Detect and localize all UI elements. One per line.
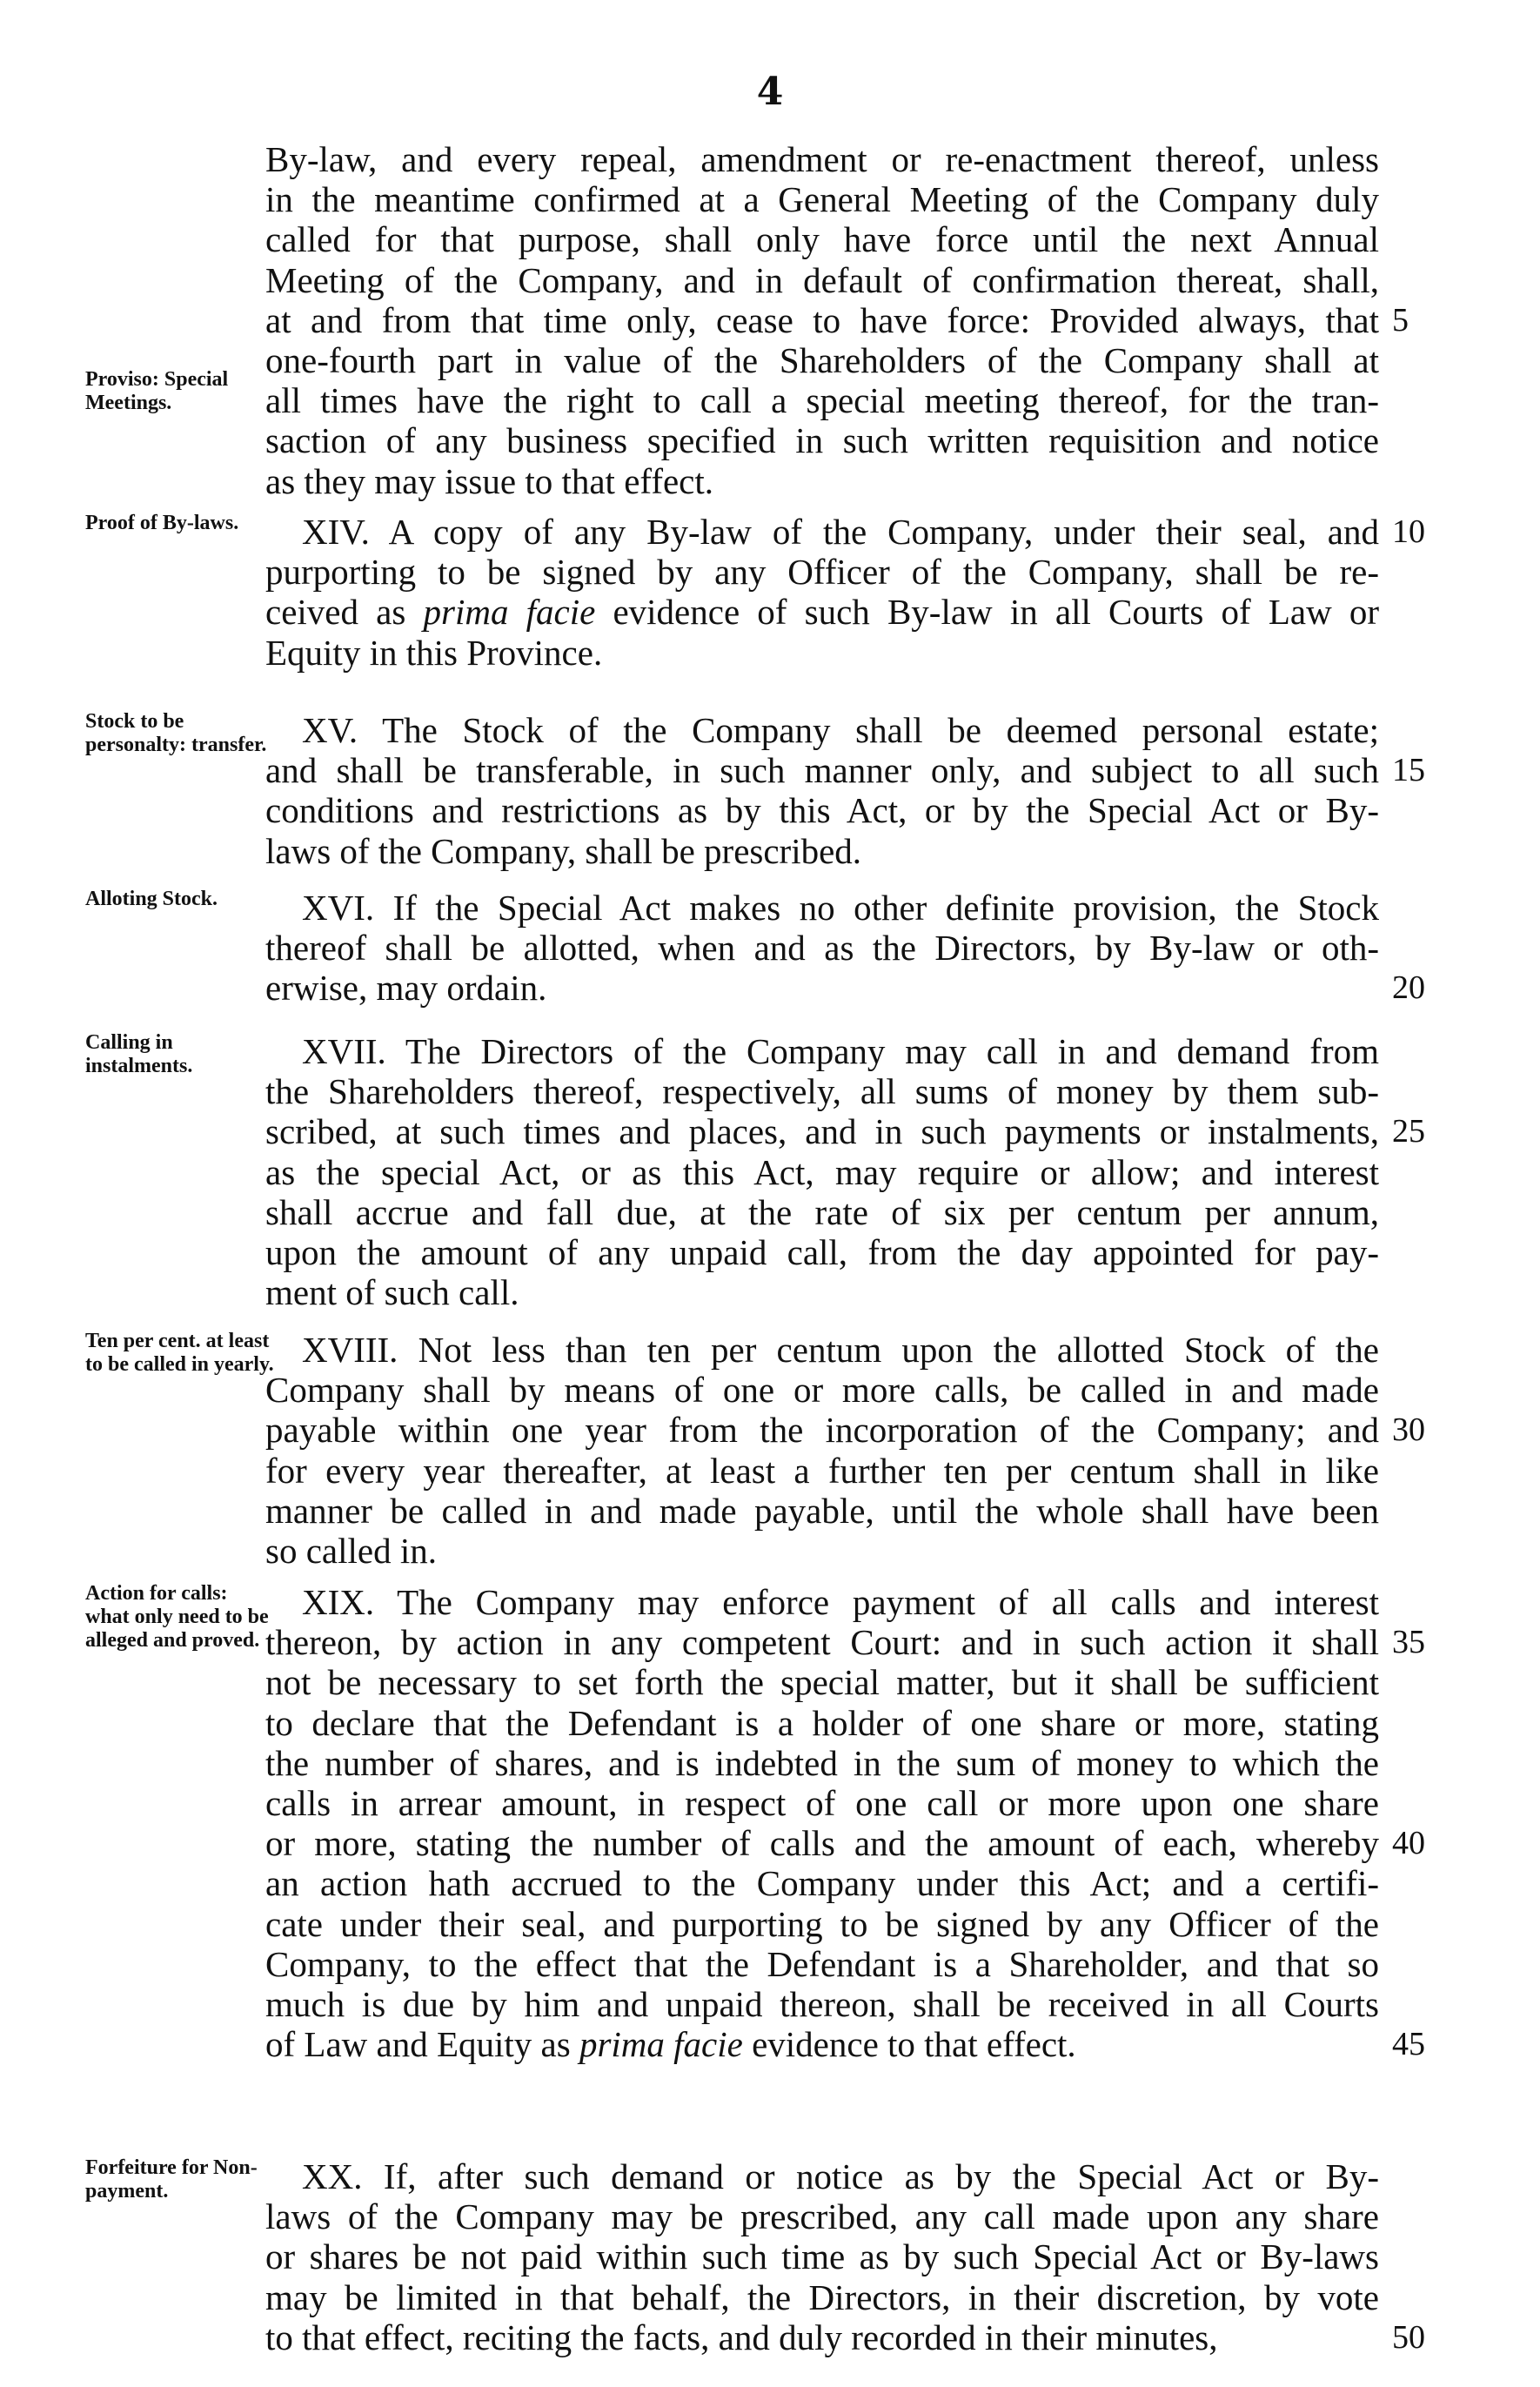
text-line: the Shareholders thereof, respectively, all sums of money by them sub- [265, 1071, 1379, 1112]
text-line: as the special Act, or as this Act, may require or allow; and interest [265, 1151, 1379, 1192]
margin-note: Proviso: Special Meetings. [85, 368, 229, 414]
text-line: to declare that the Defendant is a holder of one share or more, stating [265, 1702, 1379, 1743]
text-line: much is due by him and unpaid thereon, shall be received in all Courts [265, 1984, 1379, 2024]
text-line: called for that purpose, shall only have force until the next Annual [265, 219, 1379, 260]
text-line: manner be called in and made payable, until the whole shall have been [265, 1490, 1379, 1531]
text-line: to that effect, reciting the facts, and duly recorded in their minutes, [265, 2317, 1218, 2357]
text-line: laws of the Company may be prescribed, any call made upon any share [265, 2196, 1379, 2237]
margin-note: Calling in instalments. [85, 1031, 193, 1077]
line-number: 50 [1392, 2318, 1425, 2356]
text-line: Company, to the effect that the Defendant is a Shareholder, and that so [265, 1943, 1379, 1984]
text-line: for every year thereafter, at least a further ten per centum shall in like [265, 1450, 1379, 1491]
text-line: of Law and Equity as prima facie evidence to that effect. [265, 2024, 1076, 2065]
line-number: 45 [1392, 2026, 1425, 2063]
text-line: erwise, may ordain. [265, 968, 547, 1009]
text-line: at and from that time only, cease to have force: Provided always, that [265, 299, 1379, 340]
text-line: shall accrue and fall due, at the rate of six per centum per annum, [265, 1191, 1379, 1232]
text-line: XIV. A copy of any By-law of the Company, under their seal, and [302, 512, 1379, 552]
text-line: XVI. If the Special Act makes no other definite provision, the Stock [302, 888, 1379, 928]
text-line: in the meantime confirmed at a General Meeting of the Company duly [265, 179, 1379, 220]
text-line: ceived as prima facie evidence of such By-law in all Courts of Law or [265, 592, 1380, 633]
text-line: cate under their seal, and purporting to be signed by any Officer of the [265, 1903, 1379, 1944]
text-line: conditions and restrictions as by this Act, or by the Special Act or By- [265, 790, 1379, 831]
text-line: XX. If, after such demand or notice as by the Special Act or By- [302, 2156, 1379, 2196]
line-number: 5 [1392, 301, 1409, 339]
text-line: so called in. [265, 1531, 437, 1571]
line-number: 40 [1392, 1825, 1425, 1862]
text-line: calls in arrear amount, in respect of one call or more upon one share [265, 1783, 1379, 1823]
text-line: saction of any business specified in such written requisition and notice [265, 420, 1379, 461]
margin-note: Action for calls: what only need to be alleged and proved. [85, 1582, 269, 1652]
text-line: the number of shares, and is indebted in the sum of money to which the [265, 1742, 1379, 1783]
margin-note: Ten per cent. at least to be called in yearly. [85, 1330, 274, 1376]
text-line: upon the amount of any unpaid call, from the day appointed for pay- [265, 1232, 1379, 1272]
text-line: payable within one year from the incorporation of the Company; and [265, 1410, 1379, 1451]
text-line: may be limited in that behalf, the Directors, in their discretion, by vote [265, 2276, 1379, 2317]
text-line: Equity in this Province. [265, 632, 603, 673]
line-number: 35 [1392, 1624, 1425, 1661]
text-line: and shall be transferable, in such manner only, and subject to all such [265, 750, 1379, 791]
text-line: all times have the right to call a special meeting thereof, for the tran- [265, 380, 1379, 421]
margin-note: Stock to be personalty: transfer. [85, 710, 267, 756]
text-line: not be necessary to set forth the special matter, but it shall be sufficient [265, 1662, 1379, 1703]
text-line: XIX. The Company may enforce payment of all calls and interest [302, 1582, 1379, 1622]
text-line: an action hath accrued to the Company under this Act; and a certifi- [265, 1863, 1379, 1904]
text-line: Company shall by means of one or more calls, be called in and made [265, 1370, 1379, 1411]
text-line: or more, stating the number of calls and the amount of each, whereby [265, 1823, 1379, 1864]
line-number: 10 [1392, 513, 1425, 550]
text-line: one-fourth part in value of the Shareholders of the Company shall at [265, 340, 1379, 380]
text-line: or shares be not paid within such time as by such Special Act or By-laws [265, 2236, 1379, 2277]
line-number: 15 [1392, 752, 1425, 789]
margin-note: Proof of By-laws. [85, 512, 239, 534]
text-line: ment of such call. [265, 1272, 519, 1313]
text-line: XV. The Stock of the Company shall be deemed personal estate; [302, 710, 1379, 750]
page-number: 4 [756, 70, 784, 114]
text-line: Meeting of the Company, and in default of confirmation thereat, shall, [265, 259, 1379, 300]
line-number: 30 [1392, 1411, 1425, 1449]
line-number: 20 [1392, 969, 1425, 1007]
text-line: thereon, by action in any competent Court: and in such action it shall [265, 1622, 1379, 1663]
text-line: XVIII. Not less than ten per centum upon the allotted Stock of the [302, 1330, 1379, 1370]
line-number: 25 [1392, 1113, 1425, 1150]
margin-note: Alloting Stock. [85, 888, 218, 910]
text-line: thereof shall be allotted, when and as the Directors, by By-law or oth- [265, 928, 1379, 969]
text-line: XVII. The Directors of the Company may call in and demand from [302, 1031, 1379, 1071]
margin-note: Forfeiture for Non-payment. [85, 2156, 258, 2203]
text-line: as they may issue to that effect. [265, 460, 714, 501]
text-line: purporting to be signed by any Officer of the Company, shall be re- [265, 552, 1379, 593]
text-line: scribed, at such times and places, and in such payments or instalments, [265, 1111, 1379, 1152]
text-line: laws of the Company, shall be prescribed. [265, 830, 862, 871]
text-line: By-law, and every repeal, amendment or re-enactment thereof, unless [265, 139, 1379, 179]
